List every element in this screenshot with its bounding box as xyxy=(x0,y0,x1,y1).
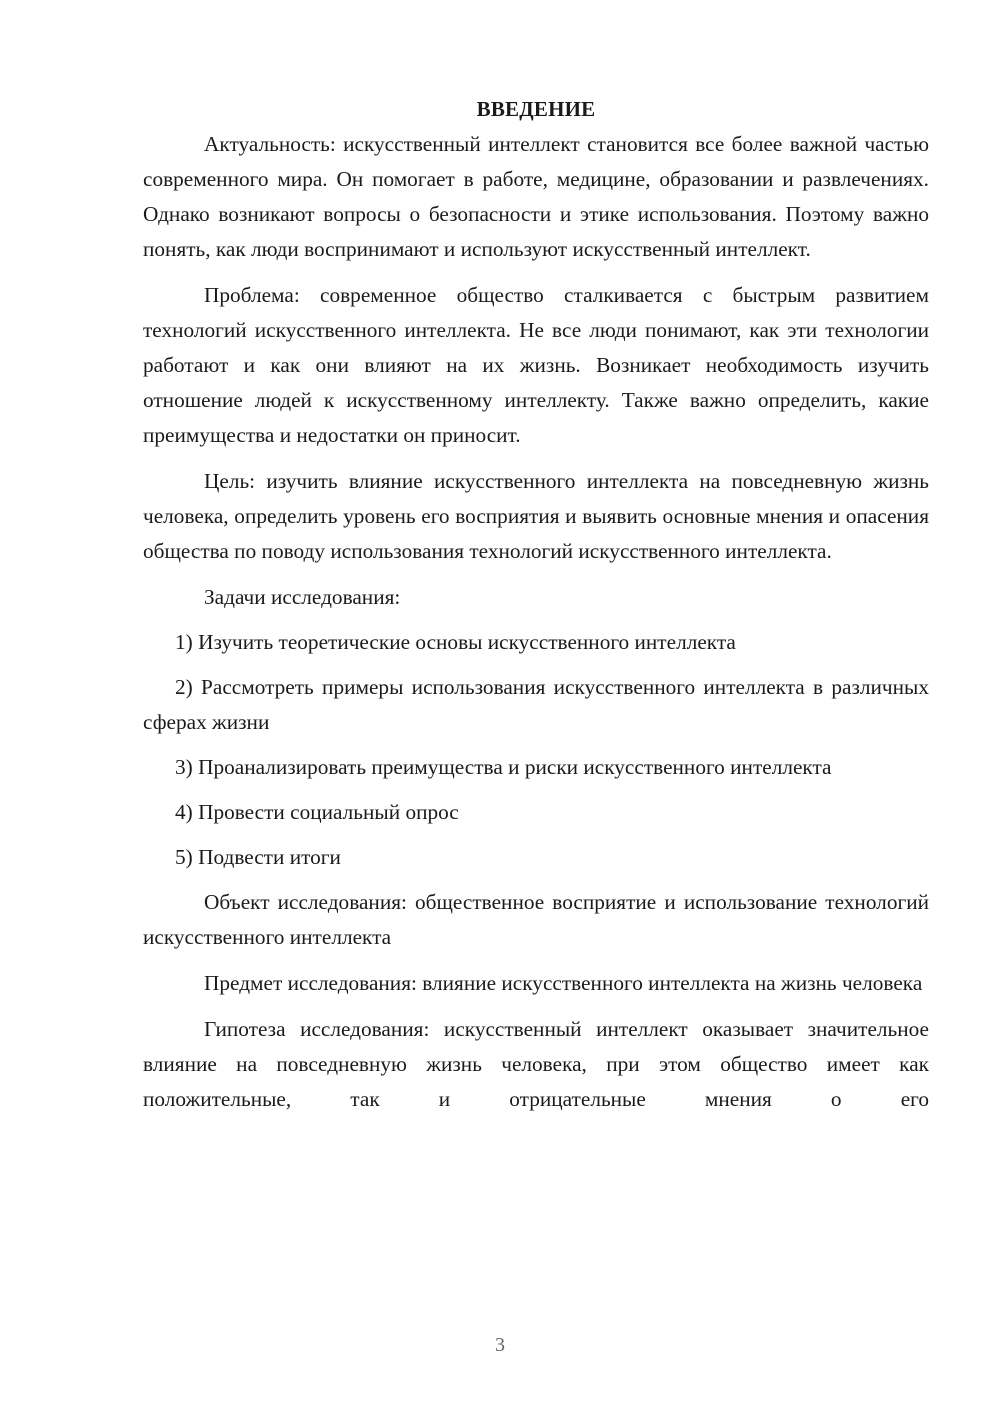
task-item-5: 5) Подвести итоги xyxy=(175,845,341,869)
task-item-3: 3) Проанализировать преимущества и риски искусственного интеллекта xyxy=(175,755,832,779)
document-page xyxy=(143,92,929,1128)
task-item-2: 2) Рассмотреть примеры использования искусственного интеллекта в различных сферах жизни xyxy=(143,675,929,734)
page-number: 3 xyxy=(495,1334,505,1356)
paragraph-goal: Цель: изучить влияние искусственного интеллекта на повседневную жизнь человека, определить уровень его восприятия и выявить основные мнения и опасения общества по поводу использования технологий искусственного интеллекта. xyxy=(143,469,929,563)
task-item-4: 4) Провести социальный опрос xyxy=(175,800,459,824)
tasks-heading: Задачи исследования: xyxy=(204,585,401,609)
paragraph-hypothesis: Гипотеза исследования: искусственный интеллект оказывает значительное влияние на повседневную жизнь человека, при этом общество имеет как положительные, так и отрицательные мнения о его xyxy=(143,1017,929,1111)
task-item-1: 1) Изучить теоретические основы искусственного интеллекта xyxy=(175,630,736,654)
paragraph-problem: Проблема: современное общество сталкивается с быстрым развитием технологий искусственного интеллекта. Не все люди понимают, как эти технологии работают и как они влияют на их жизнь. Возникает необходимость изучить отношение людей к искусственному интеллекту. Также важно определить, какие преимущества и недостатки он приносит. xyxy=(143,283,929,447)
page-title: ВВЕДЕНИЕ xyxy=(476,97,596,121)
paragraph-subject: Предмет исследования: влияние искусственного интеллекта на жизнь человека xyxy=(204,971,923,995)
paragraph-relevance: Актуальность: искусственный интеллект становится все более важной частью современного мира. Он помогает в работе, медицине, образовании и развлечениях. Однако возникают вопросы о безопасности и этике использования. Поэтому важно понять, как люди воспринимают и используют искусственный интеллект. xyxy=(143,132,929,261)
paragraph-object: Объект исследования: общественное восприятие и использование технологий искусственного интеллекта xyxy=(143,890,929,949)
